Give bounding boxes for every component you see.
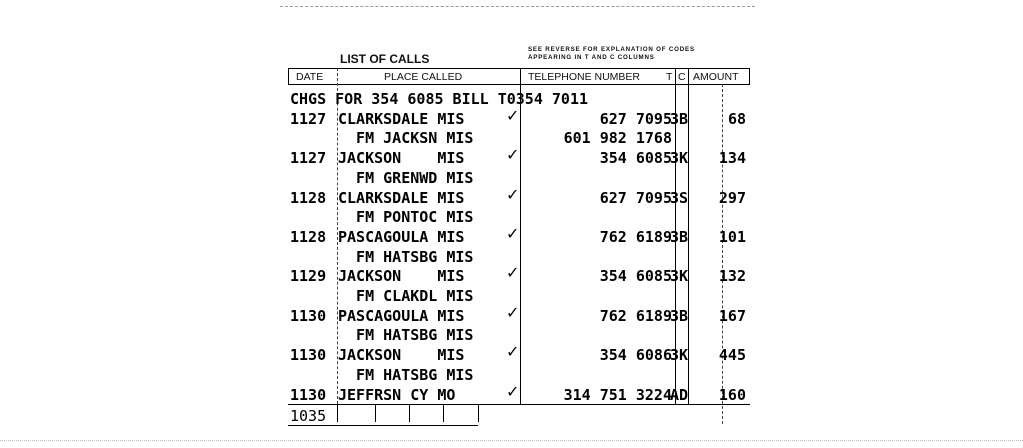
place-called: FM JACKSN MIS [338,129,474,148]
checkmark-icon: ✓ [506,105,520,125]
telephone-number: 354 6086 [599,346,672,365]
tc-code: 3B [669,109,688,128]
amount: 101 [718,227,746,246]
amount: 445 [718,346,746,365]
place-called: CLARKSDALE MIS [338,188,465,207]
header-t: T [666,71,673,83]
place-called: JACKSON MIS [338,149,465,168]
summary-line: CHGS FOR 354 6085 BILL T0354 7011 [290,90,589,108]
list-of-calls-form [288,44,750,432]
codes-note-line2: APPEARING IN T AND C COLUMNS [528,54,655,61]
header-date: DATE [296,71,324,83]
tc-code: 3K [669,267,688,286]
place-called: FM HATSBG MIS [338,365,474,384]
tc-code: 3B [669,227,688,246]
checkmark-icon: ✓ [506,342,520,362]
scan-noise-bottom [0,440,1023,442]
footer-box-4 [443,404,444,422]
footer-box-3 [409,404,410,422]
codes-note [528,46,695,62]
tc-code: 3S [669,188,688,207]
amount: 167 [718,306,746,325]
form-title: LIST OF CALLS [340,52,430,66]
checkmark-icon: ✓ [506,184,520,204]
call-date: 1130 [290,306,327,325]
place-called: FM PONTOC MIS [338,208,474,227]
telephone-number: 627 7095 [599,188,672,207]
amount: 68 [727,109,746,128]
header-c: C [678,71,686,83]
footer-total: 1035 [290,407,327,425]
place-called: FM HATSBG MIS [338,247,474,266]
footer-box-5 [478,404,479,422]
telephone-number: 314 751 3224 [563,385,672,404]
call-date: 1130 [290,346,327,365]
telephone-number: 354 6085 [599,267,672,286]
checkmark-icon: ✓ [506,223,520,243]
checkmark-icon: ✓ [506,145,520,165]
place-called: FM GRENWD MIS [338,168,474,187]
place-called: CLARKSDALE MIS [338,109,465,128]
place-called: PASCAGOULA MIS [338,306,465,325]
telephone-number: 627 7095 [599,109,672,128]
codes-note-line1: SEE REVERSE FOR EXPLANATION OF CODES [528,46,695,53]
footer-rule [288,404,750,405]
place-called: JEFFRSN CY MO [338,385,456,404]
tc-code: AD [669,385,688,404]
header-telephone-number: TELEPHONE NUMBER [528,71,641,83]
header-amount: AMOUNT [693,71,739,83]
tc-code: 3B [669,306,688,325]
header-top-rule [288,68,750,69]
place-called: JACKSON MIS [338,346,465,365]
place-called: JACKSON MIS [338,267,465,286]
footer-box-1 [337,404,338,422]
footer-underline [288,425,478,426]
header-place-called: PLACE CALLED [384,71,463,83]
checkmark-icon: ✓ [506,302,520,322]
place-called: PASCAGOULA MIS [338,227,465,246]
call-date: 1127 [290,149,327,168]
telephone-number: 601 982 1768 [563,129,672,148]
call-date: 1130 [290,385,327,404]
call-date: 1128 [290,227,327,246]
amount: 134 [718,149,746,168]
tc-code: 3K [669,149,688,168]
col-rule-left [288,68,289,84]
tc-code: 3K [669,346,688,365]
call-date: 1128 [290,188,327,207]
telephone-number: 762 6189 [599,306,672,325]
amount: 160 [718,385,746,404]
telephone-number: 354 6085 [599,149,672,168]
call-date: 1127 [290,109,327,128]
telephone-number: 762 6189 [599,227,672,246]
amount: 297 [718,188,746,207]
footer-box-2 [375,404,376,422]
call-date: 1129 [290,267,327,286]
amount: 132 [718,267,746,286]
place-called: FM HATSBG MIS [338,326,474,345]
col-rule-right [749,68,750,84]
place-called: FM CLAKDL MIS [338,287,474,305]
checkmark-icon: ✓ [506,263,520,283]
header-bottom-rule [288,84,750,85]
scan-noise-top [280,6,755,9]
checkmark-icon: ✓ [506,381,520,401]
